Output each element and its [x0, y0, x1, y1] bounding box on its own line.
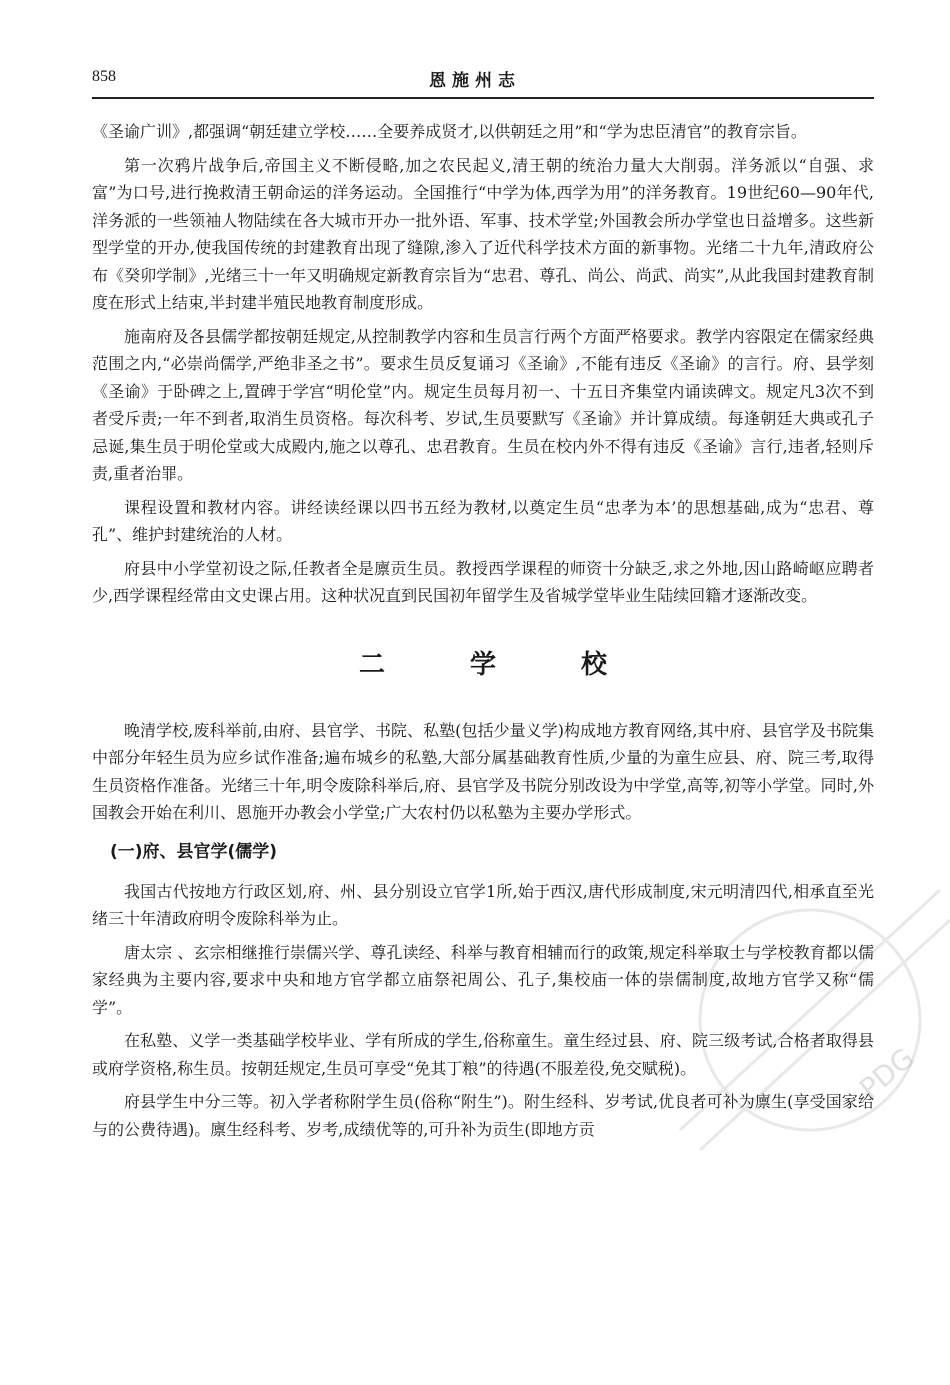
page-body [92, 118, 874, 1149]
paragraph: 我国古代按地方行政区划,府、州、县分别设立官学1所,始于西汉,唐代形成制度,宋元明清四代,相承直至光绪三十年清政府明令废除科举为止。 [92, 881, 874, 928]
paragraph: 府县学生中分三等。初入学者称附学生员(俗称“附生”)。附生经科、岁考试,优良者可补为廪生(享受国家给与的公费待遇)。廪生经科考、岁考,成绩优等的,可升补为贡生(即地方贡 [92, 1092, 874, 1139]
running-title: 恩施州志 [429, 71, 521, 91]
paragraph: 第一次鸦片战争后,帝国主义不断侵略,加之农民起义,清王朝的统治力量大大削弱。洋务派以“自强、求富”为口号,进行挽救清王朝命运的洋务运动。全国推行“中学为体,西学为用”的洋务教育。19世纪60—90年代,洋务派的一些领袖人物陆续在各大城市开办一批外语、军事、技术学堂;外国教会所办学堂也日益增多。这些新型学堂的开办,使我国传统的封建教育出现了缝隙,渗入了近代科学技术方面的新事物。光绪二十九年,清政府公布《癸卯学制》,光绪三十一年又明确规定新教育宗旨为“忠君、尊孔、尚公、尚武、尚实”,从此我国封建教育制度在形式上结束,半封建半殖民地教育制度形成。 [92, 155, 874, 312]
section-heading: 二 学 校 [358, 649, 646, 680]
paragraph: 府县中小学堂初设之际,任教者全是廪贡生员。教授西学课程的师资十分缺乏,求之外地,因山路崎岖应聘者少,西学课程经常由文史课占用。这种状况直到民国初年留学生及省城学堂毕业生陆续回籍才逐渐改变。 [92, 558, 874, 605]
header-rule [92, 97, 874, 99]
paragraph: 施南府及各县儒学都按朝廷规定,从控制教学内容和生员言行两个方面严格要求。教学内容限定在儒家经典范围之内,“必崇尚儒学,严绝非圣之书”。要求生员反复诵习《圣谕》,不能有违反《圣谕》的言行。府、县学刻《圣谕》于卧碑之上,置碑于学宫“明伦堂”内。规定生员每月初一、十五日齐集堂内诵读碑文。规定凡3次不到者受斥责;一年不到者,取消生员资格。每次科考、岁试,生员要默写《圣谕》并计算成绩。每逢朝廷大典或孔子忌诞,集生员于明伦堂或大成殿内,施之以尊孔、忠君教育。生员在校内外不得有违反《圣谕》言行,违者,轻则斥责,重者治罪。 [92, 326, 874, 483]
paragraph: 晚清学校,废科举前,由府、县官学、书院、私塾(包括少量义学)构成地方教育网络,其中府、县官学及书院集中部分年轻生员为应乡试作准备;遍布城乡的私塾,大部分属基础教育性质,少量的为童生应县、府、院三考,取得生员资格作准备。光绪三十年,明令废除科举后,府、县官学及书院分别改设为中学堂,高等,初等小学堂。同时,外国教会开始在利川、恩施开办教会小学堂;广大农村仍以私塾为主要办学形式。 [92, 720, 874, 822]
paragraph: 在私塾、义学一类基础学校毕业、学有所成的学生,俗称童生。童生经过县、府、院三级考试,合格者取得县或府学资格,称生员。按朝廷规定,生员可享受“免其丁粮”的待遇(不服差役,免交赋税)。 [92, 1031, 874, 1078]
paragraph: 课程设置和教材内容。讲经读经课以四书五经为教材,以奠定生员“忠孝为本’的思想基础,成为“忠君、尊孔”、维护封建统治的人材。 [92, 497, 874, 544]
watermark-text: PDG [853, 1041, 921, 1106]
paragraph: 唐太宗 、玄宗相继推行崇儒兴学、尊孔读经、科举与教育相辅而行的政策,规定科举取士与学校教育都以儒家经典为主要内容,要求中央和地方官学都立庙祭祀周公、孔子,集校庙一体的崇儒制度,故地方官学又称“儒学”。 [92, 942, 874, 1017]
subsection-heading: (一)府、县官学(儒学) [110, 841, 278, 862]
page-number: 858 [92, 68, 116, 85]
paragraph: 《圣谕广训》,都强调“朝廷建立学校……全要养成贤才,以供朝廷之用”和“学为忠臣清官”的教育宗旨。 [92, 122, 807, 141]
